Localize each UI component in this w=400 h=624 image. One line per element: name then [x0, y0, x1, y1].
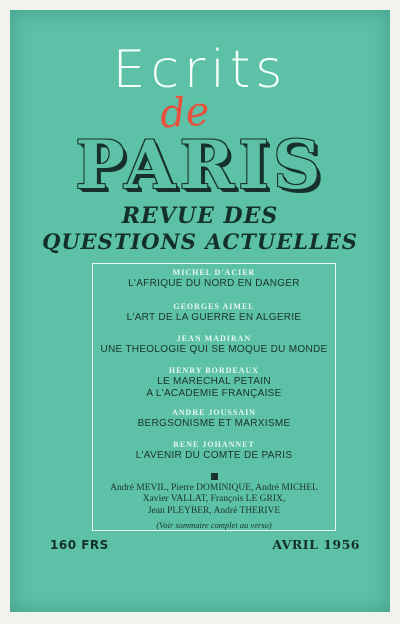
entry-title: L'ART DE LA GUERRE EN ALGERIE [126, 311, 302, 323]
entry-title: A L'ACADEMIE FRANÇAISE [146, 388, 282, 400]
contents-entry [93, 367, 335, 401]
price: 160 FRS [50, 538, 109, 552]
contributors-line: André MEVIL, Pierre DOMINIQUE, André MICHEL [110, 483, 318, 493]
subtitle-line-1: REVUE DES [121, 203, 279, 229]
contributors-line: Xavier VALLAT, François LE GRIX, [142, 494, 286, 505]
contents-entry [93, 303, 335, 324]
entry-title: L'AVENIR DU COMTE DE PARIS [135, 449, 293, 461]
entry-title: L'AFRIQUE DU NORD EN DANGER [128, 277, 300, 289]
entry-author: MICHEL D'ACIER [172, 268, 256, 277]
contents-entry [93, 335, 335, 356]
entry-author: ANDRE JOUSSAIN [171, 408, 256, 417]
magazine-cover [10, 10, 390, 612]
contents-entry [93, 441, 335, 462]
table-of-contents [92, 263, 336, 531]
entry-author: HENRY BORDEAUX [168, 366, 260, 375]
contributors-line: Jean PLEYBER, André THERIVE [147, 505, 281, 516]
subtitle-line-2: QUESTIONS ACTUELLES [42, 229, 358, 254]
entry-author: GEORGES AIMEL [173, 302, 255, 311]
contents-entry [93, 409, 335, 430]
entry-author: JEAN MADIRAN [176, 334, 252, 343]
entry-title: BERGSONISME ET MARXISME [137, 417, 291, 429]
masthead-ecrits: Ecrits [112, 40, 288, 100]
issue-date: AVRIL 1956 [272, 537, 360, 552]
entry-title: UNE THEOLOGIE QUI SE MOQUE DU MONDE [100, 343, 328, 355]
entry-title: LE MARECHAL PETAIN [157, 375, 271, 387]
contributors-list [93, 483, 335, 517]
entry-author: RENE JOHANNET [173, 440, 255, 449]
masthead-paris: PARIS [75, 126, 325, 204]
summary-note: (Voir sommaire complet au verso) [156, 520, 272, 530]
contents-entry [93, 269, 335, 290]
masthead-de: de [158, 88, 211, 138]
square-bullet-icon [211, 473, 218, 480]
